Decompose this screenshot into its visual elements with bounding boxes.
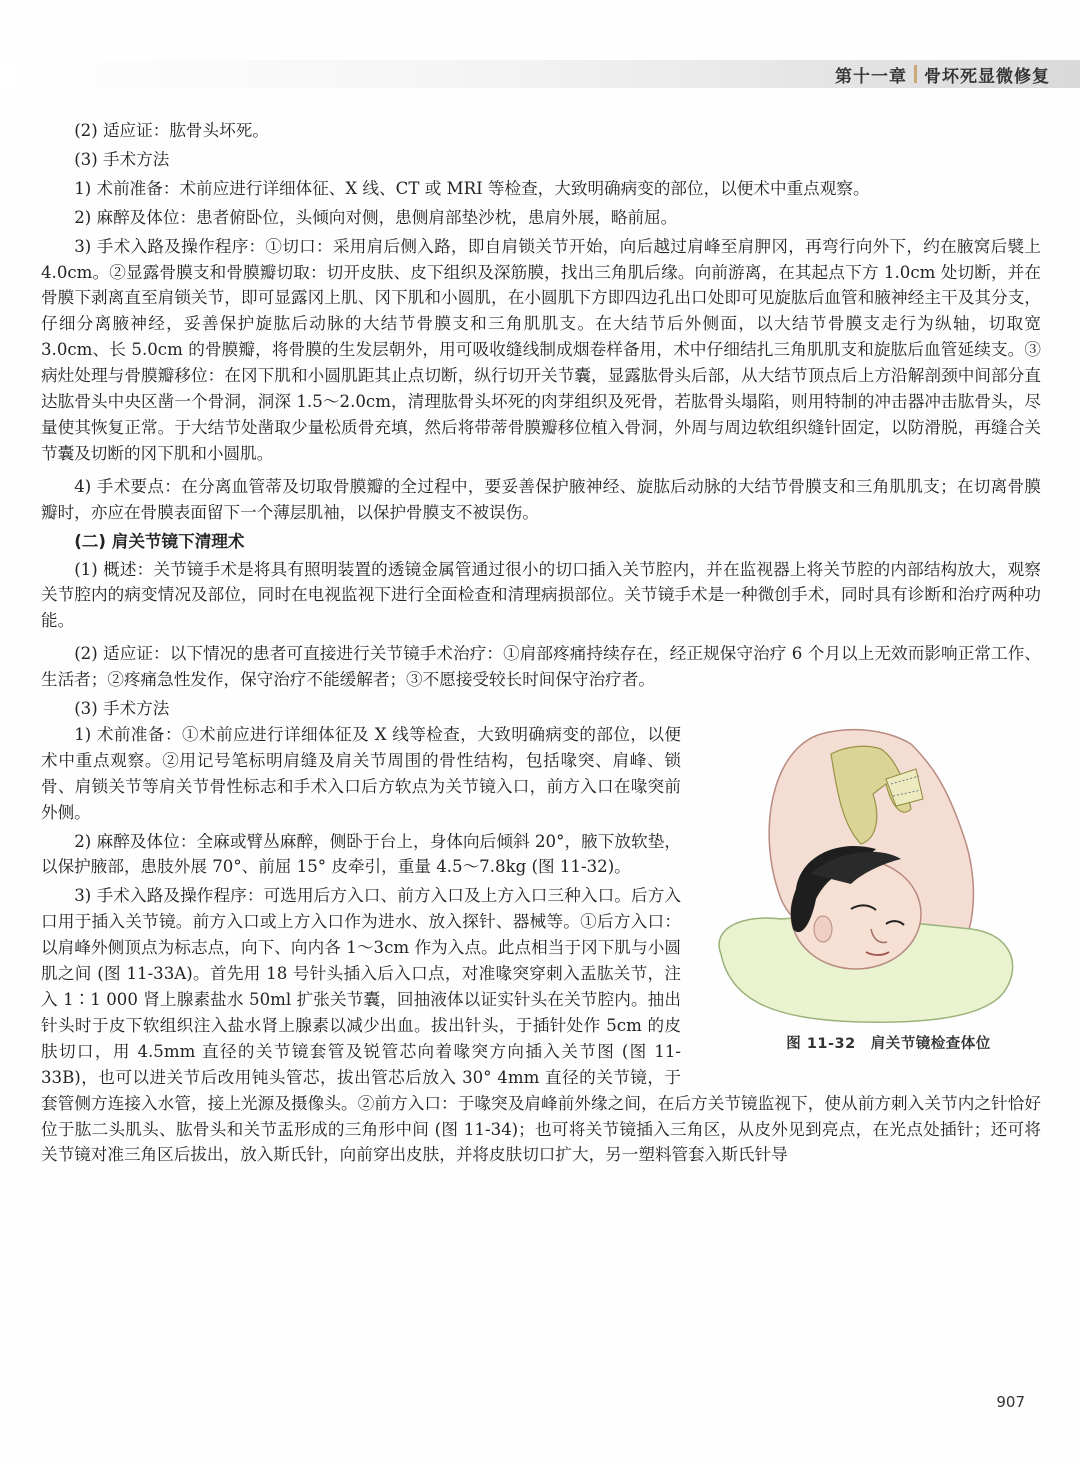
paragraph: 3) 手术入路及操作程序：①切口：采用肩后侧入路，即自肩锁关节开始，向后越过肩峰至肩胛冈，再弯行向外下，约在腋窝后襞上 4.0cm。②显露骨膜支和骨膜瓣切取：切开皮肤、皮下组织及深筋膜，找出三角肌后缘。向前游离，在其起点下方 1.0cm 处切断，并在骨膜下剥离直至肩锁关节，即可显露冈上肌、冈下肌和小圆肌，在小圆肌下方即四边孔出口处即可见旋肱后血管和腋神经主干及其分支，仔细分离腋神经，妥善保护旋肱后动脉的大结节骨膜支和三角肌肌支。在大结节后外侧面，以大结节骨膜支走行为纵轴，切取宽 3.0cm、长 5.0cm 的骨膜瓣，将骨膜的生发层朝外，用可吸收缝线制成烟卷样备用，术中仔细结扎三角肌肌支和旋肱后血管延续支。③病灶处理与骨膜瓣移位：在冈下肌和小圆肌距其止点切断，纵行切开关节囊，显露肱骨头后部，从大结节顶点后上方沿解剖颈中间部分直达肱骨头中央区凿一个骨洞，洞深 1.5～2.0cm，清理肱骨头坏死的肉芽组织及死骨，若肱骨头塌陷，则用特制的冲击器冲击肱骨头，尽量使其恢复正常。于大结节处凿取少量松质骨充填，然后将带蒂骨膜瓣移位植入骨洞，外周与周边软组织缝针固定，以防滑脱，再缝合关节囊及切断的冈下肌和小圆肌。 bbox=[41, 236, 1041, 463]
figure-11-32 bbox=[701, 724, 1076, 1084]
paragraph: 4) 手术要点：在分离血管蒂及切取骨膜瓣的全过程中，要妥善保护腋神经、旋肱后动脉的大结节骨膜支和三角肌肌支；在切离骨膜瓣时，亦应在骨膜表面留下一个薄层肌袖，以保护骨膜支不被误伤。 bbox=[41, 476, 1041, 522]
chapter-title: 骨坏死显微修复 bbox=[924, 66, 1050, 87]
page-body bbox=[41, 118, 1041, 1168]
chapter-label: 第十一章 bbox=[835, 66, 907, 87]
section-heading: (二) 肩关节镜下清理术 bbox=[74, 531, 245, 551]
running-header bbox=[835, 62, 1050, 86]
paragraph: (3) 手术方法 bbox=[74, 699, 170, 719]
patient-lateral-position-illustration bbox=[701, 724, 1076, 1024]
page-number: 907 bbox=[996, 1393, 1025, 1411]
paragraph: 1) 术前准备：①术前应进行详细体征及 X 线等检查，大致明确病变的部位，以便术中重点观察。②用记号笔标明肩缝及肩关节周围的骨性结构，包括喙突、肩峰、锁骨、肩锁关节等肩关节骨性标志和手术入口后方软点为关节镜入口，前方入口在喙突前外侧。 bbox=[41, 724, 681, 822]
paragraph: (3) 手术方法 bbox=[74, 149, 170, 169]
paragraph: (2) 适应证：以下情况的患者可直接进行关节镜手术治疗：①肩部疼痛持续存在，经正规保守治疗 6 个月以上无效而影响正常工作、生活者；②疼痛急性发作，保守治疗不能缓解者；③不愿接受较长时间保守治疗者。 bbox=[41, 644, 1041, 690]
paragraph: (2) 适应证：肱骨头坏死。 bbox=[74, 121, 269, 140]
paragraph: 3) 手术入路及操作程序：可选用后方入口、前方入口及上方入口三种入口。后方入口用于插入关节镜。前方入口或上方入口作为进水、放入探针、器械等。①后方入口：以肩峰外侧顶点为标志点，向下、向内各 1～3cm 作为入点。此点相当于冈下肌与小圆肌之间 (图 11-33A)。首先用 18 号针头插入后入口点，对准喙突穿刺入盂肱关节，注入 1∶1 000 肾上腺素盐水 50ml 扩张关节囊，回抽液体以证实针头在关节腔内。抽出针头时于皮下软组织注入盐水肾上腺素以减少出血。拔出针头，于插针处作 5cm 的皮肤切口，用 4.5mm 直径的关节镜套管及锐管芯向着喙突方向插入关节图 (图 11-33B)，也可以进关节后改用钝头管芯，拔出管芯后放入 30° 4mm 直径的关节镜，于套管侧方连接入水管，接上光源及摄像头。②前方入口：于喙突及肩峰前外缘之间，在后方关节镜监视下，使从前方刺入关节内之针恰好位于肱二头肌头、肱骨头和关节盂形成的三角形中间 (图 11-34)；也可将关节镜插入三角区，从皮外见到亮点，在光点处插针；还可将关节镜对准三角区后拔出，放入斯氏针，向前穿出皮肤，并将皮肤切口扩大，另一塑料管套入斯氏针导 bbox=[41, 886, 1041, 1165]
paragraph: 2) 麻醉及体位：全麻或臂丛麻醉，侧卧于台上，身体向后倾斜 20°，腋下放软垫，以保护腋部，患肢外展 70°、前屈 15° 皮牵引，重量 4.5～7.8kg (图 11-32)。 bbox=[41, 831, 681, 877]
paragraph: 1) 术前准备：术前应进行详细体征、X 线、CT 或 MRI 等检查，大致明确病变的部位，以便术中重点观察。 bbox=[74, 178, 870, 198]
figure-caption: 图 11-32 肩关节镜检查体位 bbox=[786, 1035, 991, 1052]
header-separator bbox=[914, 65, 917, 83]
paragraph: 2) 麻醉及体位：患者俯卧位，头倾向对侧，患侧肩部垫沙枕，患肩外展，略前屈。 bbox=[74, 207, 678, 227]
paragraph: (1) 概述：关节镜手术是将具有照明装置的透镜金属管通过很小的切口插入关节腔内，并在监视器上将关节腔的内部结构放大，观察关节腔内的病变情况及部位，同时在电视监视下进行全面检查和清理病损部位。关节镜手术是一种微创手术，同时具有诊断和治疗两种功能。 bbox=[41, 559, 1041, 631]
